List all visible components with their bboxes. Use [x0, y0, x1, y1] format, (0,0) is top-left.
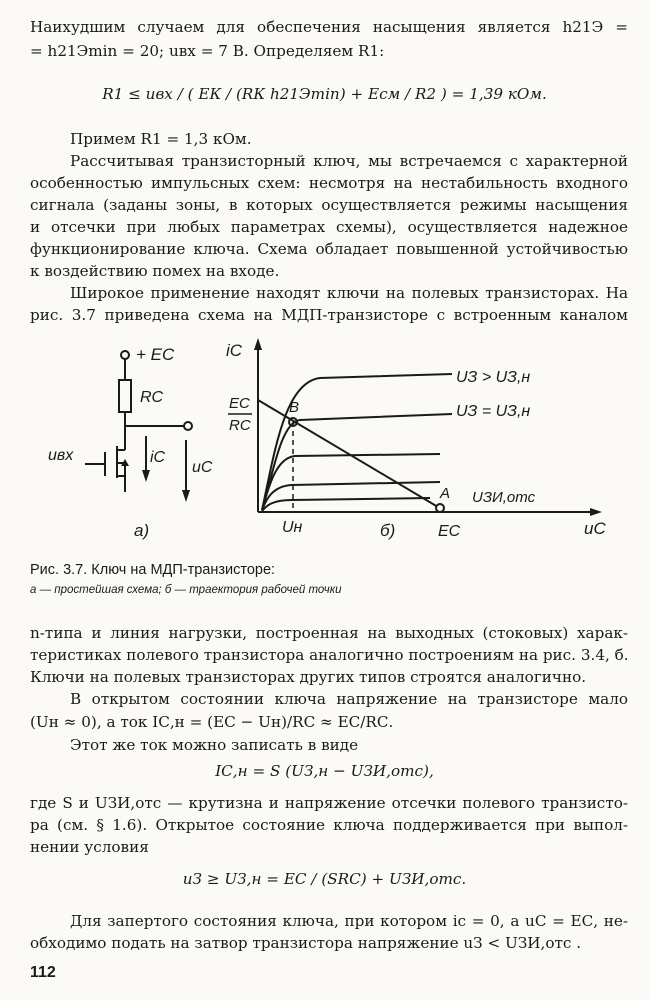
label-ic: iС: [150, 449, 166, 466]
text-line-1: Наихудшим случаем для обеспечения насыщения является h21Э =: [30, 18, 628, 36]
text-line-2: = h21Эmin = 20; uвх = 7 В. Определяем R1:: [30, 42, 385, 60]
figure-caption-title: Рис. 3.7. Ключ на МДП-транзисторе:: [30, 562, 276, 578]
paragraph-7-line: обходимо подать на затвор транзистора напряжение uЗ < UЗИ,отс .: [30, 934, 582, 952]
paragraph-1-line: Рассчитывая транзисторный ключ, мы встречаемся с характерной: [70, 152, 628, 170]
curve-low: [262, 482, 440, 510]
paragraph-5: Этот же ток можно записать в виде: [70, 736, 359, 754]
paragraph-2-line: Широкое применение находят ключи на полевых транзисторах. На: [70, 284, 628, 302]
paragraph-1-line: и отсечки при любых параметрах схемы), осуществляется надежное: [30, 218, 628, 236]
curve-sat: [262, 414, 452, 510]
figure-3-7: [0, 330, 649, 560]
supply-terminal: [121, 351, 129, 359]
label-curve2: UЗ = UЗ,н: [456, 403, 531, 420]
paragraph-6-line: ра (см. § 1.6). Открытое состояние ключа поддерживается при выпол-: [30, 816, 628, 834]
label-sub-a: а): [134, 521, 150, 540]
page-number: 112: [30, 964, 56, 981]
paragraph-1-line: сигнала (заданы зоны, в которых осуществляется режимы насыщения: [30, 196, 628, 214]
label-point-a: A: [440, 485, 451, 502]
arrow-x: [590, 508, 602, 516]
paragraph-1-line: к воздействию помех на входе.: [30, 262, 280, 280]
label-curve3: UЗИ,отс: [472, 489, 536, 506]
label-yaxis: iС: [226, 341, 243, 360]
curve-cutoff: [262, 498, 430, 511]
paragraph-3-line: Ключи на полевых транзисторах других типов строятся аналогично.: [30, 668, 587, 686]
paragraph-4-line: (Uн ≈ 0), а ток IС,н = (EС − Uн)/RС ≈ EС/RС.: [30, 713, 394, 731]
formula-condition: uЗ ≥ UЗ,н = EС / (SRС) + UЗИ,отс.: [182, 870, 467, 888]
paragraph-1-line: функционирование ключа. Схема обладает повышенной устойчивостью: [30, 240, 628, 258]
paragraph-3-line: теристиках полевого транзистора аналогично построениям на рис. 3.4, б.: [30, 646, 629, 664]
paragraph-6-line: нении условия: [30, 838, 149, 856]
paragraph-1-line: особенностью импульсных схем: несмотря на нестабильность входного: [30, 174, 628, 192]
label-xaxis: uС: [584, 519, 606, 538]
paragraph-6-line: где S и UЗИ,отс — крутизна и напряжение отсечки полевого транзисто-: [30, 794, 628, 812]
text-line-3: Примем R1 = 1,3 кОм.: [70, 130, 252, 148]
label-point-b: B: [289, 399, 300, 416]
figure-caption-sub: а — простейшая схема; б — траектория рабочей точки: [30, 584, 342, 596]
resistor-rc: [119, 380, 131, 412]
point-a: [436, 504, 444, 512]
label-ec-num: EС: [229, 395, 250, 412]
label-sub-b: б): [380, 521, 396, 540]
curve-high: [262, 374, 452, 510]
paragraph-2-line: рис. 3.7 приведена схема на МДП-транзисторе с встроенным каналом: [30, 306, 628, 324]
paragraph-3-line: n-типа и линия нагрузки, построенная на выходных (стоковых) харак-: [30, 624, 628, 642]
label-uc: uС: [192, 459, 213, 476]
arrow-y: [254, 338, 262, 350]
arrow-uc: [182, 490, 190, 502]
output-terminal: [184, 422, 192, 430]
label-ec-den: RС: [229, 417, 251, 434]
formula-current: IС,н = S (UЗ,н − UЗИ,отс),: [215, 762, 434, 780]
label-un: Uн: [282, 519, 303, 536]
arrow-ic: [142, 470, 150, 482]
label-curve1: UЗ > UЗ,н: [456, 369, 531, 386]
label-ec: EС: [438, 523, 461, 540]
label-supply: + EС: [136, 345, 175, 364]
paragraph-4-line: В открытом состоянии ключа напряжение на транзисторе мало: [70, 690, 628, 708]
label-uin: uвх: [48, 447, 74, 464]
formula-r1: R1 ≤ uвх / ( EК / (RК h21Эmin) + Eсм / R2 ) = 1,39 кОм.: [102, 85, 547, 103]
label-rc: RС: [140, 389, 164, 406]
paragraph-7-line: Для запертого состояния ключа, при котором iс = 0, а uС = EС, не-: [70, 912, 628, 930]
